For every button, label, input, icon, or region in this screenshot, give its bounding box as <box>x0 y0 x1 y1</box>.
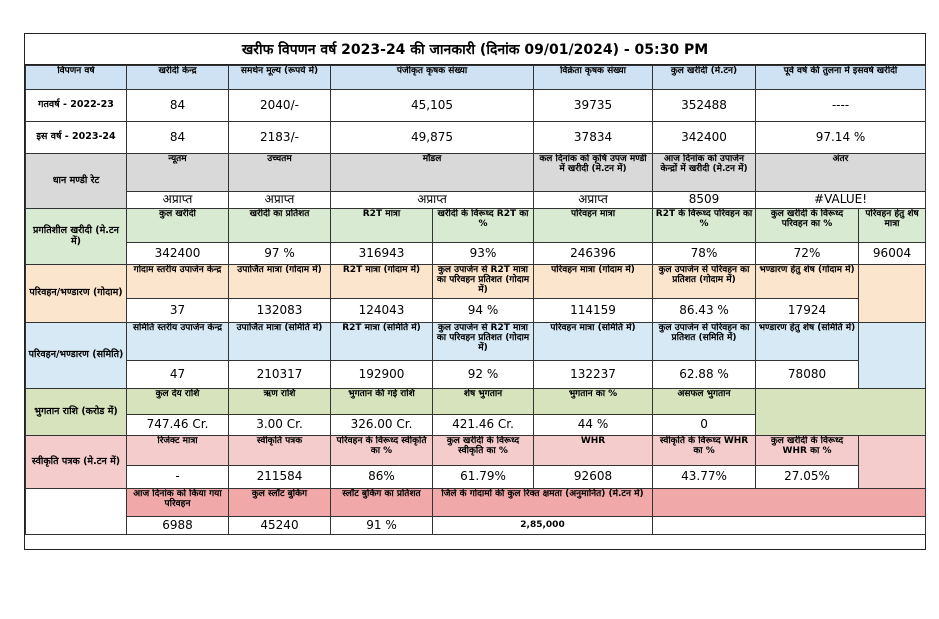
slot-blank <box>653 517 926 535</box>
payment-h4: शेष भुगतान <box>433 389 534 415</box>
acceptance-empty <box>859 436 926 489</box>
mandi-h-max: उच्चतम <box>229 154 331 192</box>
header-year: विपणन वर्ष <box>26 66 127 90</box>
godown-h4: कुल उपार्जन से R2T मात्रा का परिवहन प्रतिशत (गोदाम में) <box>433 265 534 299</box>
acceptance-v6: 43.77% <box>653 466 756 489</box>
prev-year-msp: 2040/- <box>229 90 331 122</box>
godown-label: परिवहन/भण्डारण (गोदाम) <box>26 265 127 323</box>
samiti-h1: समिति स्तरीय उपार्जन केन्द्र <box>127 323 229 361</box>
slot-v2: 45240 <box>229 517 331 535</box>
progress-v7: 72% <box>756 243 859 265</box>
mandi-h-model: मॉडल <box>331 154 534 192</box>
samiti-h5: परिवहन मात्रा (समिति में) <box>534 323 653 361</box>
godown-header-row <box>26 265 926 299</box>
payment-h1: कुल देय राशि <box>127 389 229 415</box>
acceptance-h5: WHR <box>534 436 653 466</box>
this-year-label: इस वर्ष - 2023-24 <box>26 122 127 154</box>
header-compare: पूर्व वर्ष की तुलना में इसवर्ष खरीदी <box>756 66 926 90</box>
samiti-h6: कुल उपार्जन से परिवहन का प्रतिशत (समिति में) <box>653 323 756 361</box>
payment-v1: 747.46 Cr. <box>127 415 229 436</box>
header-centers: खरीदी केन्द्र <box>127 66 229 90</box>
payment-h2: ऋण राशि <box>229 389 331 415</box>
header-registered: पंजीकृत कृषक संख्या <box>331 66 534 90</box>
godown-h2: उपार्जित मात्रा (गोदाम में) <box>229 265 331 299</box>
payment-h3: भुगतान की गई राशि <box>331 389 433 415</box>
samiti-value-row <box>26 361 926 389</box>
acceptance-h1: रिजेक्ट मात्रा <box>127 436 229 466</box>
progress-value-row <box>26 243 926 265</box>
godown-h7: भण्डारण हेतु शेष (गोदाम में) <box>756 265 859 299</box>
progress-h3: R2T मात्रा <box>331 209 433 243</box>
acceptance-label: स्वीकृति पत्रक (मे.टन में) <box>26 436 127 489</box>
payment-h6: असफल भुगतान <box>653 389 756 415</box>
progress-h1: कुल खरीदी <box>127 209 229 243</box>
progress-h4: खरीदी के विरूध्द R2T का % <box>433 209 534 243</box>
mandi-v-diff: #VALUE! <box>756 192 926 209</box>
mandi-h-mandi-today: कल दिनांक को कृषि उपज मण्डी में खरीदी (मे.टन में) <box>534 154 653 192</box>
acceptance-v4: 61.79% <box>433 466 534 489</box>
slot-v4: 2,85,000 <box>433 517 653 535</box>
this-year-row <box>26 122 926 154</box>
prev-year-centers: 84 <box>127 90 229 122</box>
slot-value-row <box>26 517 926 535</box>
samiti-h2: उपार्जित मात्रा (समिति में) <box>229 323 331 361</box>
progress-h6: R2T के विरूध्द परिवहन का % <box>653 209 756 243</box>
progress-v6: 78% <box>653 243 756 265</box>
acceptance-h7: कुल खरीदी के विरूध्द WHR का % <box>756 436 859 466</box>
godown-h5: परिवहन मात्रा (गोदाम में) <box>534 265 653 299</box>
slot-h2: कुल स्लॉट बुकिंग <box>229 489 331 517</box>
godown-v3: 124043 <box>331 299 433 323</box>
mandi-v-model: अप्राप्त <box>331 192 534 209</box>
acceptance-v2: 211584 <box>229 466 331 489</box>
header-msp: समर्थन मूल्य (रूपये में) <box>229 66 331 90</box>
progress-v5: 246396 <box>534 243 653 265</box>
header-total: कुल खरीदी (मे.टन) <box>653 66 756 90</box>
prev-year-label: गतवर्ष - 2022-23 <box>26 90 127 122</box>
mandi-h-diff: अंतर <box>756 154 926 192</box>
mandi-v-min: अप्राप्त <box>127 192 229 209</box>
samiti-v7: 78080 <box>756 361 859 389</box>
samiti-v6: 62.88 % <box>653 361 756 389</box>
godown-value-row <box>26 299 926 323</box>
mandi-v-max: अप्राप्त <box>229 192 331 209</box>
header-sellers: विक्रेता कृषक संख्या <box>534 66 653 90</box>
report-sheet <box>24 33 926 550</box>
acceptance-v3: 86% <box>331 466 433 489</box>
payment-v2: 3.00 Cr. <box>229 415 331 436</box>
samiti-header-row <box>26 323 926 361</box>
godown-v4: 94 % <box>433 299 534 323</box>
samiti-v5: 132237 <box>534 361 653 389</box>
mandi-v-center-today: 8509 <box>653 192 756 209</box>
page-title: खरीफ विपणन वर्ष 2023-24 की जानकारी (दिनांक 09/01/2024) - 05:30 PM <box>25 34 925 65</box>
this-year-compare: 97.14 % <box>756 122 926 154</box>
slot-h3: स्लॉट बुकिंग का प्रतिशत <box>331 489 433 517</box>
samiti-v4: 92 % <box>433 361 534 389</box>
samiti-v1: 47 <box>127 361 229 389</box>
progress-h2: खरीदी का प्रतिशत <box>229 209 331 243</box>
this-year-total: 342400 <box>653 122 756 154</box>
payment-label: भुगतान राशि (करोड में) <box>26 389 127 436</box>
prev-year-total: 352488 <box>653 90 756 122</box>
payment-v5: 44 % <box>534 415 653 436</box>
progress-v1: 342400 <box>127 243 229 265</box>
samiti-label: परिवहन/भण्डारण (समिति) <box>26 323 127 389</box>
slot-empty <box>653 489 926 517</box>
samiti-h3: R2T मात्रा (समिति में) <box>331 323 433 361</box>
samiti-h4: कुल उपार्जन से R2T मात्रा का परिवहन प्रतिशत (गोदाम में) <box>433 323 534 361</box>
slot-v3: 91 % <box>331 517 433 535</box>
godown-v7: 17924 <box>756 299 859 323</box>
acceptance-h2: स्वीकृति पत्रक <box>229 436 331 466</box>
godown-v5: 114159 <box>534 299 653 323</box>
this-year-sellers: 37834 <box>534 122 653 154</box>
progress-v8: 96004 <box>859 243 926 265</box>
prev-year-registered: 45,105 <box>331 90 534 122</box>
prev-year-compare: ---- <box>756 90 926 122</box>
slot-header-row <box>26 489 926 517</box>
acceptance-h3: परिवहन के विरूध्द स्वीकृति का % <box>331 436 433 466</box>
this-year-msp: 2183/- <box>229 122 331 154</box>
godown-h3: R2T मात्रा (गोदाम में) <box>331 265 433 299</box>
slot-h1: आज दिनांक को किया गया परिवहन <box>127 489 229 517</box>
payment-v4: 421.46 Cr. <box>433 415 534 436</box>
progress-v4: 93% <box>433 243 534 265</box>
header-row <box>26 66 926 90</box>
prev-year-sellers: 39735 <box>534 90 653 122</box>
acceptance-h4: कुल खरीदी के विरूध्द स्वीकृति का % <box>433 436 534 466</box>
acceptance-header-row <box>26 436 926 466</box>
mandi-h-min: न्यूतम <box>127 154 229 192</box>
progress-v3: 316943 <box>331 243 433 265</box>
payment-empty <box>756 389 926 436</box>
progress-label: प्रगतिशील खरीदी (मे.टन में) <box>26 209 127 265</box>
slot-h4: जिले के गोदामों की कुल रिक्त क्षमता (अनुमानित) (मे.टन में) <box>433 489 653 517</box>
report-table <box>25 65 926 535</box>
samiti-v2: 210317 <box>229 361 331 389</box>
payment-v3: 326.00 Cr. <box>331 415 433 436</box>
payment-v6: 0 <box>653 415 756 436</box>
slot-v1: 6988 <box>127 517 229 535</box>
mandi-label: धान मण्डी रेट <box>26 154 127 209</box>
godown-v2: 132083 <box>229 299 331 323</box>
payment-header-row <box>26 389 926 415</box>
acceptance-v5: 92608 <box>534 466 653 489</box>
mandi-h-center-today: आज दिनांक को उपार्जन केन्द्रों में खरीदी (मे.टन में) <box>653 154 756 192</box>
this-year-centers: 84 <box>127 122 229 154</box>
this-year-registered: 49,875 <box>331 122 534 154</box>
acceptance-h6: स्वीकृति के विरूध्द WHR का % <box>653 436 756 466</box>
samiti-v3: 192900 <box>331 361 433 389</box>
mandi-header-row <box>26 154 926 192</box>
mandi-value-row <box>26 192 926 209</box>
acceptance-v7: 27.05% <box>756 466 859 489</box>
godown-h6: कुल उपार्जन से परिवहन का प्रतिशत (गोदाम में) <box>653 265 756 299</box>
prev-year-row <box>26 90 926 122</box>
slot-blank-label <box>26 489 127 535</box>
progress-header-row <box>26 209 926 243</box>
godown-h1: गोदाम स्तरीय उपार्जन केन्द्र <box>127 265 229 299</box>
samiti-empty <box>859 323 926 389</box>
progress-h5: परिवहन मात्रा <box>534 209 653 243</box>
acceptance-value-row <box>26 466 926 489</box>
progress-h7: कुल खरीदी के विरूध्द परिवहन का % <box>756 209 859 243</box>
progress-v2: 97 % <box>229 243 331 265</box>
progress-h8: परिवहन हेतु शेष मात्रा <box>859 209 926 243</box>
mandi-v-mandi-today: अप्राप्त <box>534 192 653 209</box>
payment-h5: भुगतान का % <box>534 389 653 415</box>
godown-v1: 37 <box>127 299 229 323</box>
godown-v6: 86.43 % <box>653 299 756 323</box>
godown-empty <box>859 265 926 323</box>
samiti-h7: भण्डारण हेतु शेष (समिति में) <box>756 323 859 361</box>
acceptance-v1: - <box>127 466 229 489</box>
